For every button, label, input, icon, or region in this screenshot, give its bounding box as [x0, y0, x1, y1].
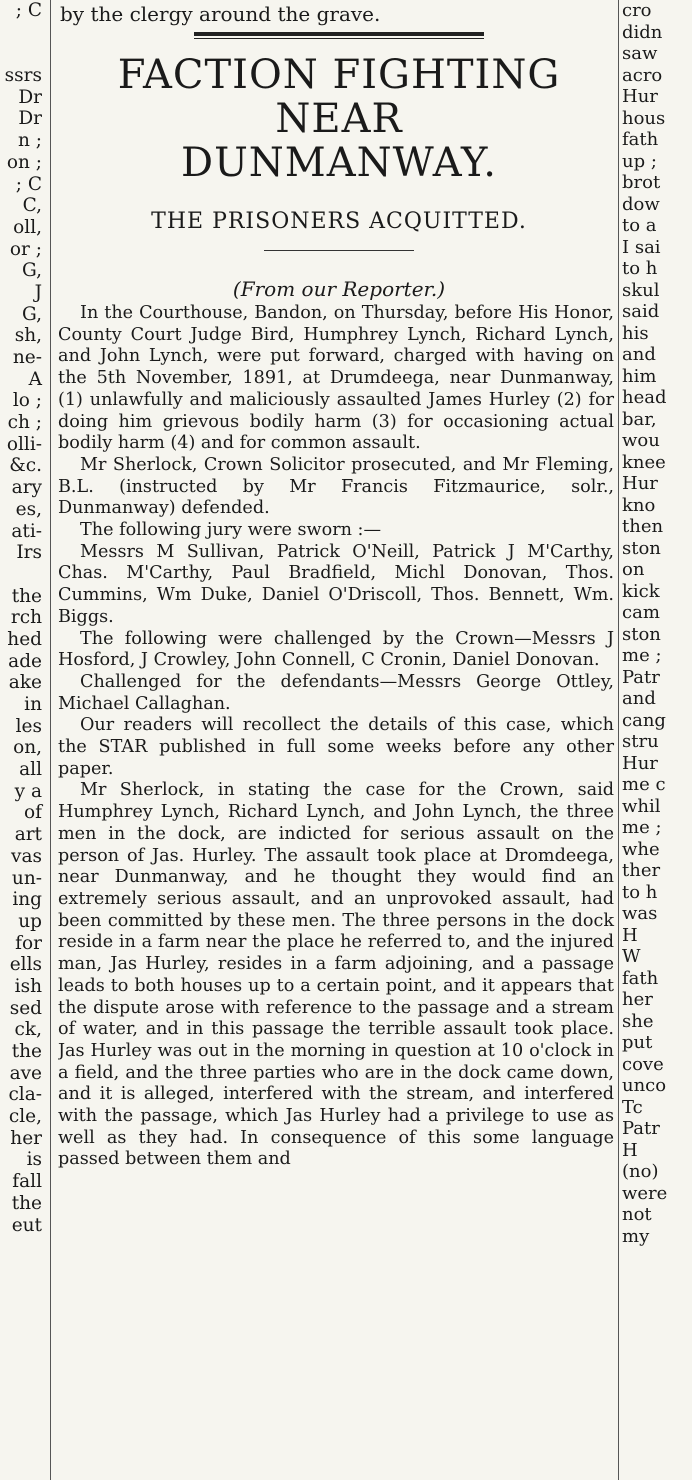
right-column-line: then — [622, 516, 664, 537]
left-column-line: eut — [11, 1214, 42, 1236]
right-column-line: bar, — [622, 408, 657, 430]
left-column-line — [0, 22, 46, 44]
right-column-line: cro — [622, 0, 652, 21]
left-column-line: all — [19, 759, 42, 781]
right-column-line: didn — [622, 21, 663, 43]
column-rule-left — [50, 0, 51, 1480]
right-column-line: and — [622, 688, 656, 709]
left-column-line: sh, — [14, 325, 42, 347]
subhead-rule — [264, 250, 414, 251]
left-column-line: the — [11, 585, 42, 607]
left-column-line: ssrs — [4, 65, 42, 87]
right-column-line: kno — [622, 494, 656, 516]
right-column-line: wou — [622, 430, 660, 451]
left-column-line: olli- — [6, 433, 42, 455]
left-column-line: ells — [9, 954, 42, 976]
left-column-line: cle, — [8, 1106, 42, 1128]
right-column-line: Hur — [622, 473, 658, 494]
article-paragraph: Challenged for the defendants—Messrs George Ottley, Michael Callaghan. — [58, 671, 614, 714]
right-column-line: H — [622, 1139, 638, 1161]
right-column-line: ston — [622, 623, 661, 645]
right-column-line: said — [622, 301, 660, 322]
right-column-line: Hur — [622, 752, 658, 774]
left-column-line: oll, — [13, 216, 42, 238]
left-column-line: y a — [14, 780, 42, 802]
right-column-line: cam — [622, 602, 660, 623]
right-column-line: skul — [622, 279, 660, 301]
left-column-line: n ; — [17, 130, 42, 152]
right-column-line: to h — [622, 881, 658, 903]
right-column-line: whe — [622, 838, 660, 860]
right-column-line: him — [622, 365, 657, 387]
right-column-line: was — [622, 903, 658, 924]
right-column-line: not — [622, 1204, 652, 1225]
headline-line-1: FACTION FIGHTING NEAR — [117, 52, 561, 142]
right-column-line: acro — [622, 64, 663, 86]
left-column-line: Dr — [18, 108, 42, 130]
left-column-line: the — [11, 1192, 42, 1214]
left-column-line: ; C — [15, 0, 42, 21]
left-column-line: les — [15, 715, 42, 737]
left-column-line: hed — [7, 628, 42, 650]
article-byline: (From our Reporter.) — [232, 277, 446, 301]
right-column-line: whil — [622, 795, 661, 817]
left-column-line: on, — [13, 737, 42, 759]
right-column-fragment — [620, 0, 692, 1480]
right-column-line: me ; — [622, 645, 662, 666]
right-column-line: brot — [622, 172, 661, 193]
left-column-line: ing — [12, 889, 42, 911]
left-column-line: fall — [12, 1171, 42, 1193]
left-column-line: rch — [10, 607, 42, 629]
left-column-line: ne- — [12, 347, 42, 368]
right-column-line: to a — [622, 215, 657, 236]
right-column-line: she — [622, 1010, 654, 1032]
left-column-line: G, — [22, 260, 42, 282]
right-column-line: Patr — [622, 666, 660, 688]
left-column-line: for — [15, 932, 42, 954]
right-column-line: me c — [622, 774, 666, 795]
right-column-line: his — [622, 322, 649, 344]
left-column-line: ave — [9, 1062, 42, 1084]
right-column-line: head — [622, 387, 667, 408]
left-column-line: ish — [14, 975, 42, 997]
right-column-line: W — [622, 946, 641, 967]
left-column-line: Dr — [18, 86, 42, 108]
left-column-line: cla- — [8, 1084, 42, 1106]
left-column-line: is — [26, 1149, 42, 1171]
right-column-line: stru — [622, 731, 659, 752]
left-column-line: Irs — [16, 542, 42, 564]
left-column-line: the — [11, 1041, 42, 1062]
left-column-line: ake — [8, 672, 42, 694]
left-column-line: up — [18, 910, 42, 932]
previous-article-last-line: by the clergy around the grave. — [60, 2, 381, 26]
right-column-line: fath — [622, 967, 659, 989]
left-column-line: A — [28, 368, 42, 390]
left-column-line: ade — [8, 650, 42, 672]
left-column-line: or ; — [9, 238, 42, 260]
left-column-line: art — [14, 824, 42, 846]
right-column-line: kick — [622, 580, 660, 602]
article-paragraph: Mr Sherlock, in stating the case for the Crown, said Humphrey Lynch, Richard Lynch, and John Lynch, the three men in the dock, are indicted for serious assault on the person of Jas. Hurley. The assault took place at Dromdeega, near Dunmanway, and he thought they would find an extremely serious assault, and an unprovoked assault, had been committed by these men. The three persons in the dock reside in a farm near the place he referred to, and the injured man, Jas Hurley, resides in a farm adjoining, and a passage leads to both houses up to a certain point, and it appears that the dispute arose with reference to the passage and a stream of water, and in this passage the terrible assault took place. Jas Hurley was out in the morning in question at 10 o'clock in a field, and the three parties who are in the dock came down, and it is alleged, interfered with the stream, and interfered with the passage, which Jas Hurley had a privilege to use as well as they had. In consequence of this some language passed between them and — [58, 780, 614, 1170]
article-column — [58, 0, 620, 1480]
right-column-line: fath — [622, 129, 659, 150]
article-subheadline: THE PRISONERS ACQUITTED. — [151, 209, 527, 234]
right-column-line: Patr — [622, 1118, 660, 1139]
left-column-line: her — [10, 1127, 42, 1149]
article-headline — [58, 53, 620, 185]
left-column-line: of — [24, 802, 42, 824]
right-column-line: Hur — [622, 86, 658, 107]
article-paragraph: Mr Sherlock, Crown Solicitor prosecuted, and Mr Fleming, B.L. (instructed by Mr Francis Fitzmaurice, solr., Dunmanway) defended. — [58, 454, 614, 519]
right-column-line: put — [622, 1032, 653, 1053]
left-column-line: ck, — [14, 1019, 42, 1041]
right-column-line: Tc — [622, 1096, 643, 1118]
right-column-line: on — [622, 559, 645, 580]
left-column-line: ; C — [15, 173, 42, 195]
right-column-line: and — [622, 344, 656, 365]
right-column-line: ther — [622, 860, 661, 881]
left-column-line — [0, 564, 46, 586]
right-column-line: H — [622, 924, 638, 946]
right-column-line: ston — [622, 537, 661, 559]
left-column-line: sed — [9, 997, 42, 1019]
left-column-line: vas — [11, 845, 42, 867]
right-column-line: knee — [622, 451, 666, 473]
right-column-line: I sai — [622, 236, 661, 258]
left-column-line: ary — [11, 477, 42, 499]
left-column-line — [0, 43, 46, 65]
article-paragraph: The following were challenged by the Crown—Messrs J Hosford, J Crowley, John Connell, C Cronin, Daniel Donovan. — [58, 628, 614, 671]
right-column-line: up ; — [622, 150, 657, 172]
left-column-line: G, — [22, 303, 42, 325]
right-column-line: (no) — [622, 1161, 659, 1182]
column-rule-right — [618, 0, 619, 1480]
right-column-line: were — [622, 1182, 668, 1204]
left-column-line: J — [34, 281, 42, 303]
right-column-line: me ; — [622, 817, 662, 838]
right-column-line: dow — [622, 193, 660, 215]
right-column-line: hous — [622, 107, 666, 129]
article-paragraph: The following jury were sworn :— — [80, 520, 382, 541]
right-column-line: my — [622, 1225, 650, 1247]
left-column-line: lo ; — [12, 390, 42, 412]
left-column-line: ati- — [11, 520, 42, 542]
right-column-line: her — [622, 989, 653, 1010]
left-column-line: &c. — [9, 455, 42, 477]
left-column-line: ch ; — [7, 412, 42, 434]
left-column-line: C, — [22, 195, 42, 217]
article-paragraph: In the Courthouse, Bandon, on Thursday, before His Honor, County Court Judge Bird, Humphrey Lynch, Richard Lynch, and John Lynch, were put forward, charged with having on the 5th November, 1891, at Drumdeega, near Dunmanway, (1) unlawfully and maliciously assaulted James Hurley (2) for doing him grievous bodily harm (3) for occasioning actual bodily harm (4) and for common assault. — [58, 303, 614, 454]
right-column-line: cove — [622, 1053, 664, 1075]
left-column-fragment — [0, 0, 46, 1480]
article-paragraph: Messrs M Sullivan, Patrick O'Neill, Patrick J M'Carthy, Chas. M'Carthy, Paul Bradfield, Michl Donovan, Thos. Cummins, Wm Duke, Daniel O'Driscoll, Thos. Bennett, Wm. Biggs. — [58, 541, 614, 627]
left-column-line: es, — [15, 498, 42, 520]
article-paragraph: Our readers will recollect the details of this case, which the STAR published in full some weeks before any other paper. — [58, 715, 614, 779]
article-separator — [194, 32, 484, 39]
article-body — [58, 303, 614, 1171]
headline-line-2: DUNMANWAY. — [181, 140, 497, 186]
right-column-line: cang — [622, 709, 666, 731]
right-column-line: unco — [622, 1075, 667, 1096]
right-column-line: to h — [622, 258, 658, 279]
left-column-line: on ; — [6, 151, 42, 173]
left-column-line: un- — [11, 867, 42, 889]
left-column-line: in — [24, 694, 42, 715]
right-column-line: saw — [622, 43, 658, 64]
